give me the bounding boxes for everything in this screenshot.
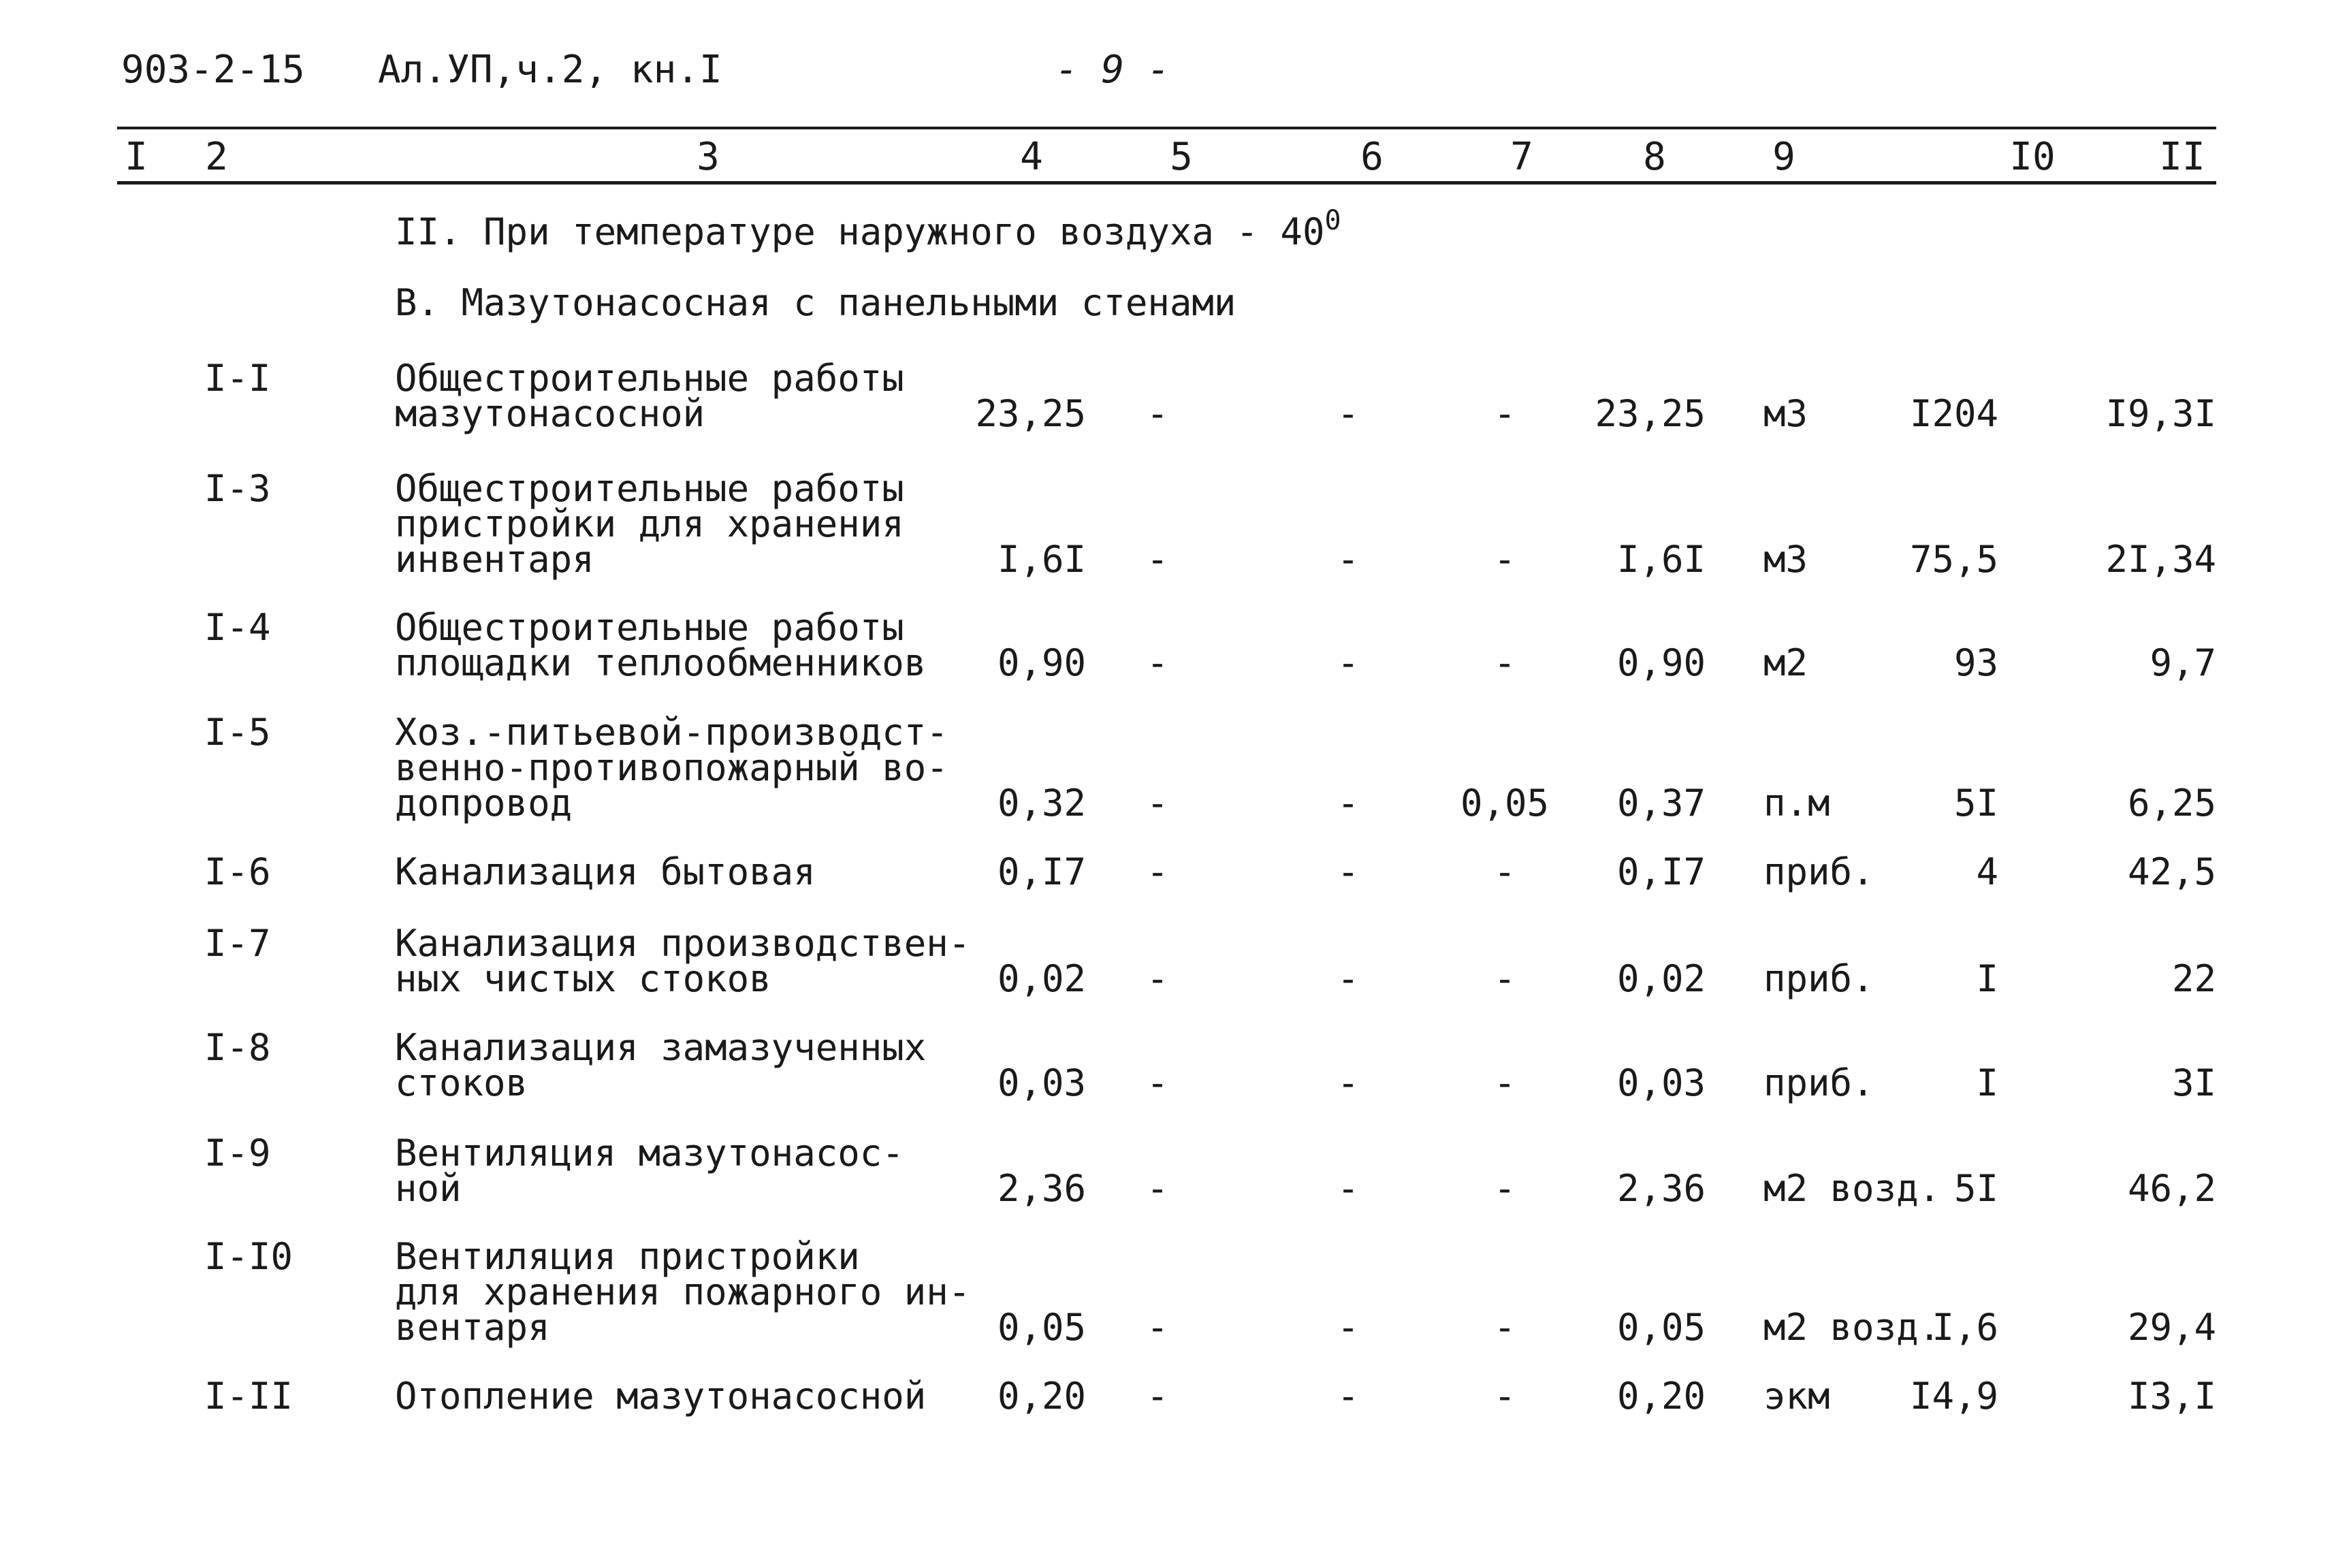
cell-col6: - (1337, 1306, 1360, 1349)
cell-col8: 23,25 (1595, 392, 1706, 435)
document-code: 903-2-15 (121, 48, 305, 92)
cell-name: Канализация производствен- ных чистых стоков (395, 922, 971, 1000)
cell-name: Вентиляция пристройки для хранения пожарного ин- вентаря (395, 1235, 971, 1349)
cell-col4: I,6I (997, 538, 1086, 581)
cell-col10: 75,5 (1909, 538, 1998, 581)
cell-name: Вентиляция мазутонасос- ной (395, 1132, 904, 1210)
cell-col10: 5I (1953, 1167, 1998, 1210)
document-reference: Ал.УП,ч.2, кн.I (378, 48, 722, 92)
cell-col5: - (1146, 641, 1169, 684)
cell-name: Канализация бытовая (395, 850, 816, 893)
column-number-3: 3 (697, 135, 720, 179)
cell-col4: 23,25 (975, 392, 1086, 435)
column-number-1: I (125, 135, 148, 179)
column-number-11: II (2159, 135, 2205, 179)
cell-col7: 0,05 (1460, 782, 1550, 825)
column-number-6: 6 (1360, 135, 1384, 179)
cell-name: Канализация замазученных стоков (395, 1026, 927, 1104)
cell-col4: 0,05 (997, 1306, 1086, 1349)
cell-col6: - (1337, 538, 1360, 581)
cell-col5: - (1146, 1167, 1169, 1210)
cell-col6: - (1337, 1167, 1360, 1210)
column-number-5: 5 (1170, 135, 1193, 179)
cell-name: Общестроительные работы мазутонасосной (395, 357, 904, 435)
cell-unit: экм (1763, 1375, 1830, 1418)
cell-col4: 0,I7 (997, 850, 1086, 893)
cell-unit: приб. (1763, 1061, 1874, 1104)
cell-unit: приб. (1763, 850, 1874, 893)
cell-col5: - (1146, 1061, 1169, 1104)
cell-col10: I (1976, 957, 1998, 1000)
table-top-rule (117, 127, 2216, 129)
cell-col4: 0,02 (997, 957, 1086, 1000)
column-number-7: 7 (1510, 135, 1533, 179)
cell-name: Хоз.-питьевой-производст- венно-противопожарный во- допровод (395, 711, 948, 825)
cell-col11: 46,2 (2127, 1167, 2216, 1210)
cell-name: Общестроительные работы площадки теплообменников (395, 606, 927, 684)
cell-col7: - (1493, 1061, 1516, 1104)
cell-col8: 0,90 (1616, 641, 1706, 684)
cell-col10: 5I (1953, 782, 1998, 825)
cell-col11: I9,3I (2105, 392, 2216, 435)
cell-col5: - (1146, 1375, 1169, 1418)
cell-col11: I3,I (2127, 1375, 2216, 1418)
cell-col6: - (1337, 641, 1360, 684)
cell-code: I-II (204, 1375, 293, 1418)
cell-col5: - (1146, 850, 1169, 893)
cell-col5: - (1146, 538, 1169, 581)
cell-col6: - (1337, 850, 1360, 893)
cell-col10: 93 (1953, 641, 1998, 684)
section-title (395, 205, 1341, 256)
cell-col8: 0,05 (1616, 1306, 1706, 1349)
cell-col4: 0,32 (997, 782, 1086, 825)
cell-col6: - (1337, 957, 1360, 1000)
cell-col8: 0,02 (1616, 957, 1706, 1000)
cell-col7: - (1493, 957, 1516, 1000)
column-number-8: 8 (1643, 135, 1666, 179)
cell-col7: - (1493, 1167, 1516, 1210)
cell-col4: 2,36 (997, 1167, 1086, 1210)
cell-col10: I,6 (1932, 1306, 1998, 1349)
cell-col10: 4 (1976, 850, 1998, 893)
cell-col5: - (1146, 1306, 1169, 1349)
cell-name: Общестроительные работы пристройки для хранения инвентаря (395, 467, 904, 581)
cell-col11: 3I (2171, 1061, 2216, 1104)
cell-name: Отопление мазутонасосной (395, 1375, 927, 1418)
cell-code: I-I0 (204, 1235, 293, 1278)
column-number-10: I0 (2009, 135, 2056, 179)
cell-col7: - (1493, 850, 1516, 893)
cell-col4: 0,90 (997, 641, 1086, 684)
cell-code: I-9 (204, 1132, 271, 1174)
column-number-2: 2 (205, 135, 228, 179)
cell-col7: - (1493, 641, 1516, 684)
cell-col7: - (1493, 538, 1516, 581)
cell-col11: 29,4 (2127, 1306, 2216, 1349)
cell-unit: м3 (1763, 392, 1808, 435)
section-subtitle: В. Мазутонасосная с панельными стенами (395, 281, 1236, 324)
cell-col6: - (1337, 1375, 1360, 1418)
cell-col11: 42,5 (2127, 850, 2216, 893)
cell-unit: п.м (1763, 782, 1830, 825)
page-number: - 9 - (1055, 48, 1170, 92)
cell-code: I-8 (204, 1026, 271, 1069)
cell-col8: 2,36 (1616, 1167, 1706, 1210)
cell-col4: 0,20 (997, 1375, 1086, 1418)
cell-unit: м3 (1763, 538, 1808, 581)
column-number-9: 9 (1772, 135, 1795, 179)
cell-col4: 0,03 (997, 1061, 1086, 1104)
section-title-text: II. При температуре наружного воздуха - 40 (395, 210, 1325, 253)
cell-col6: - (1337, 1061, 1360, 1104)
cell-col6: - (1337, 392, 1360, 435)
cell-unit: м2 возд. (1763, 1167, 1941, 1210)
cell-col10: I (1976, 1061, 1998, 1104)
cell-code: I-7 (204, 922, 271, 965)
cell-col11: 6,25 (2127, 782, 2216, 825)
cell-unit: м2 (1763, 641, 1808, 684)
cell-col7: - (1493, 1375, 1516, 1418)
cell-col7: - (1493, 392, 1516, 435)
cell-col10: I4,9 (1909, 1375, 1998, 1418)
cell-col5: - (1146, 957, 1169, 1000)
cell-col11: 2I,34 (2105, 538, 2216, 581)
cell-code: I-5 (204, 711, 271, 754)
cell-col8: I,6I (1616, 538, 1706, 581)
cell-col5: - (1146, 782, 1169, 825)
column-number-4: 4 (1020, 135, 1043, 179)
cell-col6: - (1337, 782, 1360, 825)
cell-col8: 0,I7 (1616, 850, 1706, 893)
cell-code: I-3 (204, 467, 271, 510)
cell-unit: м2 возд. (1763, 1306, 1941, 1349)
cell-col8: 0,37 (1616, 782, 1706, 825)
cell-col8: 0,20 (1616, 1375, 1706, 1418)
cell-code: I-6 (204, 850, 271, 893)
degree-superscript: 0 (1324, 205, 1341, 236)
cell-col7: - (1493, 1306, 1516, 1349)
cell-code: I-I (204, 357, 271, 400)
cell-col5: - (1146, 392, 1169, 435)
table-header-rule (117, 181, 2216, 185)
cell-col10: I204 (1909, 392, 1998, 435)
cell-col11: 22 (2171, 957, 2216, 1000)
cell-code: I-4 (204, 606, 271, 649)
cell-unit: приб. (1763, 957, 1874, 1000)
cell-col11: 9,7 (2150, 641, 2216, 684)
cell-col8: 0,03 (1616, 1061, 1706, 1104)
